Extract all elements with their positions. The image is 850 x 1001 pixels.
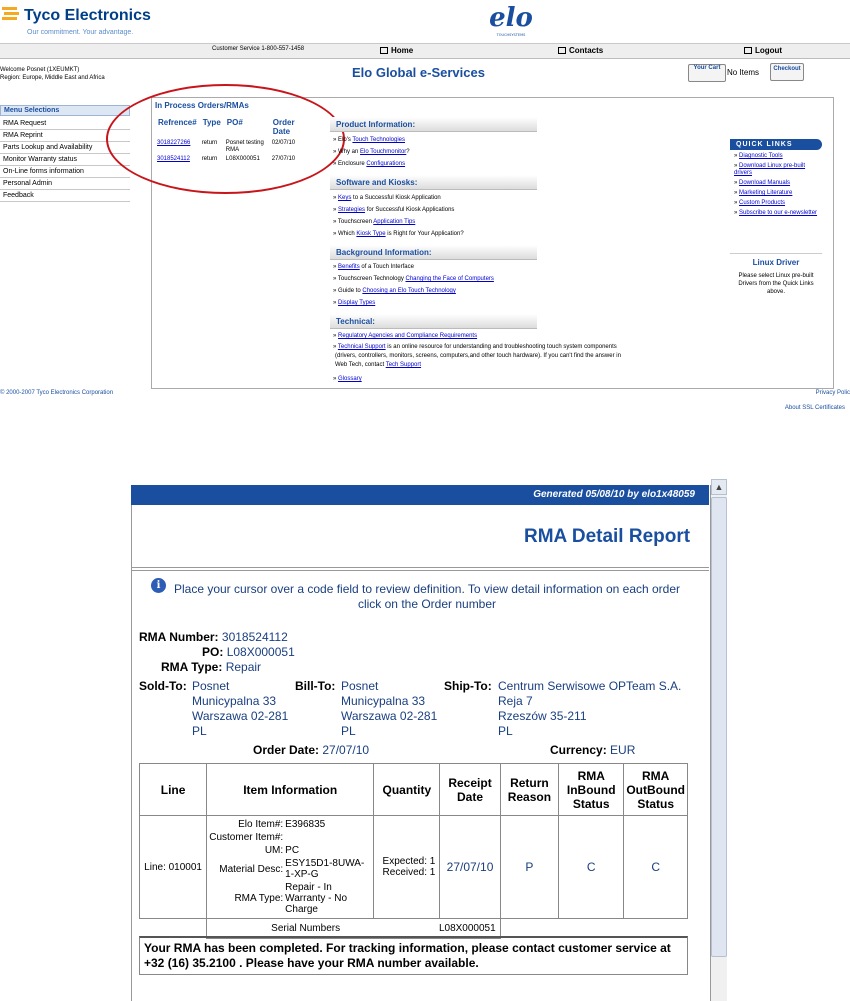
order-ref-link[interactable]: 3018524112 (157, 156, 190, 162)
portal-title: Elo Global e-Services (352, 65, 485, 80)
cart-count: No Items (727, 68, 760, 77)
col-return-reason: Return Reason (500, 764, 558, 816)
order-date: 02/07/10 (271, 140, 296, 146)
list-item: » Download Manuals (734, 180, 791, 186)
orders-header: In Process Orders/RMAs (155, 101, 249, 110)
serial-label: Serial Numbers (271, 923, 341, 934)
line-number: Line: 010001 (140, 816, 207, 919)
elo-logo-icon (490, 0, 532, 38)
list-item: » Strategies for Successful Kiosk Applications (333, 207, 455, 213)
rma-number-value: 3018524112 (221, 630, 288, 644)
rma-type-label: RMA Type: (161, 660, 223, 674)
elo-sub: TOUCHSYSTEMS (496, 33, 526, 37)
keys-link[interactable]: Keys (338, 195, 352, 201)
technical-support-link[interactable]: Technical Support (337, 344, 386, 350)
linux-drivers-link[interactable]: Download Linux pre-built drivers (734, 163, 806, 176)
list-item: » Elo's Touch Technologies (333, 137, 405, 143)
order-date-label: Order Date: (253, 743, 320, 757)
col-outbound-status: RMA OutBound Status (624, 764, 688, 816)
linux-driver-text: Please select Linux pre-built Drivers from the Quick Links above. (738, 273, 814, 295)
item-info-cell (207, 816, 374, 919)
ssl-link[interactable]: About SSL Certificates (784, 405, 845, 411)
rma-number-field (139, 630, 288, 645)
list-item: » Benefits of a Touch Interface (333, 264, 414, 270)
list-item: » Marketing Literature (734, 190, 793, 196)
item-info: Elo Item#: E396835 Customer Item#: UM: PC Material Desc: ESY15D1-8UWA-1-XP-G RMA Type: Repair - In Warranty - No Charge (209, 819, 365, 915)
order-type: return (201, 156, 218, 162)
changing-face-link[interactable]: Changing the Face of Computers (405, 276, 494, 282)
custom-products-link[interactable]: Custom Products (739, 200, 786, 206)
tech-support-link[interactable]: Tech Support (385, 362, 422, 368)
order-po: Posnet testing RMA (225, 140, 264, 153)
regulatory-link[interactable]: Regulatory Agencies and Compliance Requirements (338, 333, 478, 339)
privacy-link[interactable]: Privacy Polic (815, 390, 850, 396)
logout-icon (744, 47, 752, 54)
rma-type-field (161, 660, 261, 675)
menu-item-personal-admin[interactable]: Personal Admin (0, 178, 130, 190)
list-item: » Regulatory Agencies and Compliance Requirements (333, 333, 478, 339)
logout-button[interactable] (744, 45, 782, 56)
list-item: » Technical Support is an online resource for understanding and troubleshooting touch system components (333, 344, 617, 350)
cart-widget (688, 63, 808, 83)
touch-technologies-link[interactable]: Touch Technologies (352, 137, 405, 143)
checkout-label: Checkout (773, 66, 801, 72)
orders-col-ref: Refrence# (158, 118, 197, 127)
contacts-label: Contacts (569, 46, 604, 55)
scroll-up-arrow-icon[interactable]: ▲ (711, 479, 727, 495)
your-cart-label: Your Cart (693, 65, 721, 71)
glossary-link[interactable]: Glossary (338, 376, 362, 382)
list-item: » Guide to Choosing an Elo Touch Technology (333, 288, 456, 294)
rma-type-value: Repair (225, 660, 262, 674)
company-name: Tyco Electronics (24, 7, 151, 24)
bill-to-address: Posnet Municypalna 33 Warszawa 02-281 PL (341, 679, 438, 738)
order-date: 27/07/10 (271, 156, 296, 162)
list-item: » Custom Products (734, 200, 786, 206)
serial-value: L08X000051 (438, 923, 496, 934)
info-icon: i (151, 578, 166, 593)
col-item-info: Item Information (207, 764, 374, 816)
qty-received: Received: 1 (382, 867, 436, 878)
list-item: » Diagnostic Tools (734, 153, 783, 159)
section-background-info: Background Information: (330, 245, 537, 260)
choosing-technology-link[interactable]: Choosing an Elo Touch Technology (362, 288, 456, 294)
list-item: » Which Kiosk Type is Right for Your Application? (333, 231, 464, 237)
display-types-link[interactable]: Display Types (338, 300, 376, 306)
col-receipt-date: Receipt Date (440, 764, 500, 816)
order-date-field (253, 743, 369, 758)
configurations-link[interactable]: Configurations (366, 161, 406, 167)
list-item: » Glossary (333, 376, 362, 382)
return-reason-code[interactable]: P (500, 816, 558, 919)
report-instructions: Place your cursor over a code field to review definition. To view detail information on each order click on the Order number (173, 582, 681, 611)
order-po: L08X000051 (225, 156, 260, 162)
elo-touchmonitor-link[interactable]: Elo Touchmonitor (360, 149, 407, 155)
table-row (140, 816, 688, 919)
menu-item-feedback[interactable]: Feedback (0, 190, 130, 202)
section-software-kiosks: Software and Kiosks: (330, 175, 537, 190)
copyright: © 2000-2007 Tyco Electronics Corporation (0, 390, 114, 396)
quick-links (730, 139, 822, 217)
home-icon (380, 47, 388, 54)
company-tagline: Our commitment. Your advantage. (27, 29, 134, 36)
strategies-link[interactable]: Strategies (338, 207, 366, 213)
po-field (202, 645, 295, 660)
menu-item-online-forms[interactable]: On-Line forms information (0, 166, 130, 178)
marketing-literature-link[interactable]: Marketing Literature (739, 190, 793, 196)
scrollbar-thumb[interactable] (711, 497, 727, 957)
currency-label: Currency: (550, 743, 607, 757)
list-item: » Display Types (333, 300, 376, 306)
ship-to-label: Ship-To: (444, 679, 492, 693)
menu-item-warranty-status[interactable]: Monitor Warranty status (0, 154, 130, 166)
quantity-cell (374, 816, 440, 919)
order-type: return (201, 140, 218, 146)
list-item: » Why an Elo Touchmonitor? (333, 149, 410, 155)
download-manuals-link[interactable]: Download Manuals (739, 180, 791, 186)
orders-col-date: Order Date (272, 118, 295, 136)
divider (131, 567, 709, 568)
ship-to-address: Centrum Serwisowe OPTeam S.A. Reja 7 Rzeszów 35-211 PL (498, 679, 682, 738)
menu-item-rma-reprint[interactable]: RMA Reprint (0, 130, 130, 142)
elo-logo (490, 0, 532, 38)
section-product-info: Product Information: (330, 117, 537, 132)
rma-number-label: RMA Number: (139, 630, 219, 644)
sold-to-label: Sold-To: (139, 679, 187, 693)
menu-item-rma-request[interactable]: RMA Request (0, 118, 130, 130)
list-item: » Touchscreen Technology Changing the Face of Computers (333, 276, 494, 282)
contacts-icon (558, 47, 566, 54)
your-cart-button[interactable] (688, 64, 726, 82)
bill-to-label: Bill-To: (295, 679, 336, 693)
kiosk-type-link[interactable]: Kiosk Type (356, 231, 386, 237)
home-button[interactable] (380, 45, 413, 56)
completion-message: Your RMA has been completed. For tracking information, please contact customer service at +32 (16) 35.2100 . Please have your RMA number available. (139, 936, 688, 975)
currency-value: EUR (610, 743, 636, 757)
benefits-link[interactable]: Benefits (338, 264, 360, 270)
col-quantity: Quantity (374, 764, 440, 816)
top-nav-bar (0, 43, 850, 59)
list-item: » Touchscreen Application Tips (333, 219, 416, 225)
outbound-status-code[interactable]: C (624, 816, 688, 919)
contacts-button[interactable] (558, 45, 603, 56)
col-line: Line (140, 764, 207, 816)
elo-mark: elo (490, 3, 532, 33)
linux-driver-title: Linux Driver (730, 253, 822, 267)
qty-expected: Expected: 1 (382, 856, 436, 867)
welcome-region: Region: Europe, Middle East and Africa (0, 75, 105, 81)
list-item: » Subscribe to our e-newsletter (734, 210, 818, 216)
orders-col-po: PO# (226, 118, 243, 127)
application-tips-link[interactable]: Application Tips (373, 219, 416, 225)
list-item: » Keys to a Successful Kiosk Application (333, 195, 441, 201)
highlight-ellipse (106, 84, 345, 194)
menu-item-parts-lookup[interactable]: Parts Lookup and Availability (0, 142, 130, 154)
tyco-logo-icon (2, 6, 20, 22)
sold-to-address: Posnet Municypalna 33 Warszawa 02-281 PL (192, 679, 289, 738)
report-title: RMA Detail Report (524, 526, 691, 547)
po-label: PO: (202, 645, 224, 659)
rma-lines-table (139, 763, 688, 939)
section-technical: Technical: (330, 314, 537, 329)
technical-support-text: (drivers, controllers, monitors, screens, computers,and other touch hardware). If you can't find the answer in (335, 353, 621, 359)
inbound-status-code[interactable]: C (559, 816, 624, 919)
welcome-message (0, 66, 105, 82)
checkout-button[interactable] (770, 63, 804, 81)
list-item: » Download Linux pre-built drivers (734, 163, 806, 176)
diagnostic-tools-link[interactable]: Diagnostic Tools (739, 153, 783, 159)
divider (131, 570, 709, 571)
receipt-date: 27/07/10 (440, 816, 500, 919)
order-date-value: 27/07/10 (322, 743, 370, 757)
newsletter-link[interactable]: Subscribe to our e-newsletter (739, 210, 818, 216)
menu-header: Menu Selections (0, 105, 130, 116)
customer-service-phone: Customer Service 1-800-557-1458 (212, 46, 305, 52)
col-inbound-status: RMA InBound Status (559, 764, 624, 816)
currency-field (550, 743, 635, 758)
order-ref-link[interactable]: 3018227266 (157, 140, 191, 146)
orders-col-type: Type (202, 118, 221, 127)
list-item: Web Tech, contact Tech Support (335, 362, 422, 368)
quick-links-header: QUICK LINKS (730, 139, 822, 150)
home-label: Home (391, 46, 414, 55)
report-generated-bar: Generated 05/08/10 by elo1x48059 (131, 485, 709, 505)
welcome-user: Welcome Posnet (1XEUMKT) (0, 67, 80, 73)
list-item: » Enclosure Configurations (333, 161, 406, 167)
po-value: L08X000051 (226, 645, 295, 659)
logout-label: Logout (755, 46, 783, 55)
